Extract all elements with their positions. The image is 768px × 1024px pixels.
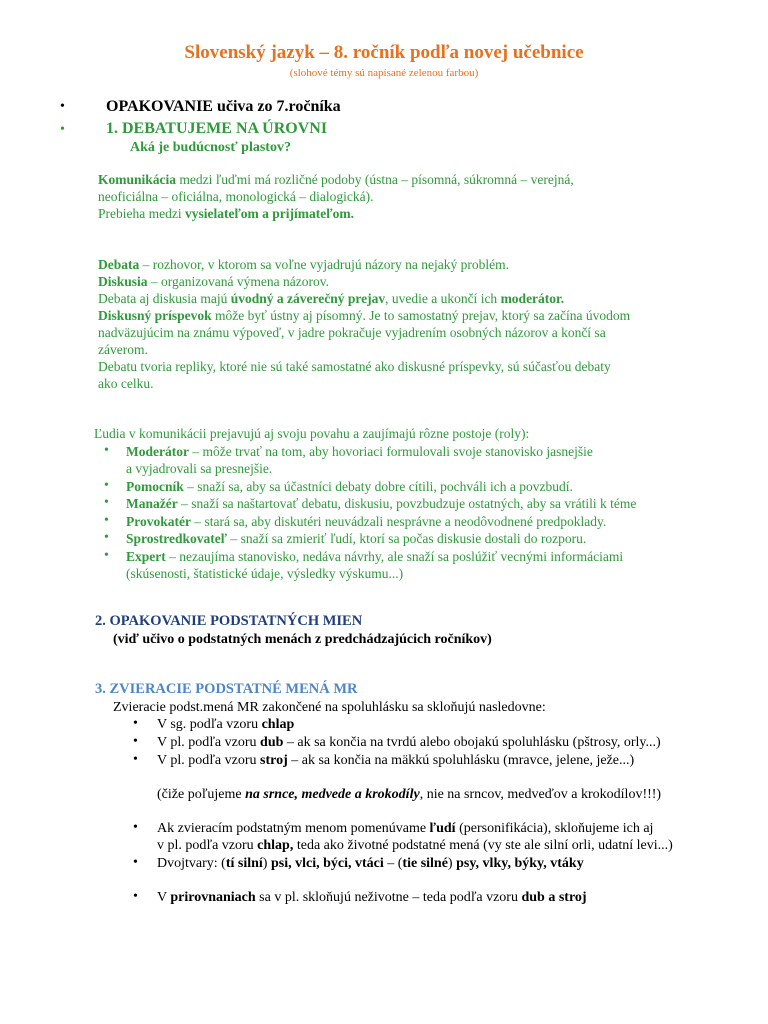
debata-line4 <box>98 307 630 324</box>
item-opakovanie: OPAKOVANIE učiva zo 7.ročníka <box>106 98 341 115</box>
bullet-icon: • <box>133 752 138 767</box>
bullet-icon: • <box>133 820 138 835</box>
text: V sg. podľa vzoru <box>157 717 262 732</box>
bullet-icon: • <box>60 122 65 137</box>
term: psi, vlci, býci, vtáci <box>270 856 384 871</box>
page-title: Slovenský jazyk – 8. ročník podľa novej učebnice <box>184 42 584 63</box>
debata-line7: Debatu tvoria repliky, ktoré nie sú také samostatné ako diskusné príspevky, sú súčasťou debaty <box>98 359 611 374</box>
komunikacia-line2: neoficiálna – oficiálna, monologická – dialogická). <box>98 189 374 204</box>
debata-line2 <box>98 273 329 290</box>
bullet-icon: • <box>60 99 65 114</box>
term: Diskusia <box>98 274 148 289</box>
text: – môže trvať na tom, aby hovoriaci formulovali svoje stanovisko jasnejšie <box>188 444 593 459</box>
vzor-sg-chlap <box>157 716 294 733</box>
role-pomocnik <box>126 478 573 495</box>
bullet-icon: • <box>104 530 109 545</box>
prirovnania <box>157 889 587 906</box>
item-debatujeme-sub: Aká je budúcnosť plastov? <box>130 140 291 155</box>
term: ľudí <box>429 821 456 836</box>
bullet-icon: • <box>104 478 109 493</box>
section3-heading: 3. ZVIERACIE PODSTATNÉ MENÁ MR <box>95 681 358 697</box>
bullet-icon: • <box>104 495 109 510</box>
text: – organizovaná výmena názorov. <box>147 274 329 289</box>
term: chlap, <box>257 838 294 853</box>
debata-line8: ako celku. <box>98 376 154 391</box>
personifikacia-line2 <box>157 837 673 854</box>
text: V pl. podľa vzoru <box>157 735 261 750</box>
term: tie silné <box>402 856 448 871</box>
term: Expert <box>126 549 166 564</box>
debata-line6: záverom. <box>98 342 148 357</box>
term: Diskusný príspevok <box>98 308 212 323</box>
term: stroj <box>260 753 288 768</box>
text: ) <box>262 856 271 871</box>
term: úvodný a záverečný prejav <box>230 291 386 306</box>
debata-line3 <box>98 290 564 307</box>
section2-sub: (viď učivo o podstatných menách z predchádzajúcich ročníkov) <box>113 632 492 647</box>
term: tí silní <box>225 856 263 871</box>
text: – snaží sa naštartovať debatu, diskusiu, povzbudzuje ostatných, aby sa vrátili k téme <box>177 496 637 511</box>
vzor-pl-dub <box>157 734 661 751</box>
text: sa v pl. skloňujú neživotne – teda podľa vzoru <box>255 890 522 905</box>
text: – nezaujíma stanovisko, nedáva návrhy, ale snaží sa poslúžiť vecnými informáciami <box>165 549 624 564</box>
item-debatujeme: 1. DEBATUJEME NA ÚROVNI <box>106 120 328 137</box>
text: Dvojtvary: ( <box>157 856 226 871</box>
text: môže byť ústny aj písomný. Je to samostatný prejav, ktorý sa začína úvodom <box>211 308 631 323</box>
personifikacia-line1 <box>157 820 653 837</box>
term: Komunikácia <box>98 172 177 187</box>
text: Debata aj diskusia majú <box>98 291 231 306</box>
bullet-icon: • <box>104 443 109 458</box>
bullet-icon: • <box>133 734 138 749</box>
term: Debata <box>98 257 140 272</box>
vzor-pl-stroj <box>157 752 634 769</box>
text: V pl. podľa vzoru <box>157 753 261 768</box>
role-provokater <box>126 513 606 530</box>
bullet-icon: • <box>133 716 138 731</box>
bullet-icon: • <box>104 548 109 563</box>
term: prirovnaniach <box>170 890 256 905</box>
text: , nie na srncov, medveďov a krokodílov!!!) <box>419 787 662 802</box>
komunikacia-line3 <box>98 205 354 222</box>
term: dub <box>260 735 284 750</box>
text: – snaží sa, aby sa účastníci debaty dobre cítili, pochváli ich a povzbudí. <box>183 479 573 494</box>
text: – ak sa končia na mäkkú spoluhlásku (mravce, jelene, ježe...) <box>287 753 635 768</box>
bullet-icon: • <box>133 889 138 904</box>
text: teda ako životné podstatné mená (vy ste ale silní orli, udatní levi...) <box>293 838 673 853</box>
text: – rozhovor, v ktorom sa voľne vyjadrujú názory na nejaký problém. <box>139 257 509 272</box>
text: – ak sa končia na tvrdú alebo obojakú spoluhlásku (pštrosy, orly...) <box>283 735 661 750</box>
text: V <box>157 890 171 905</box>
text: ) <box>447 856 457 871</box>
term: Sprostredkovateľ <box>126 531 228 546</box>
term: na srnce, medvede a krokodíly <box>245 787 420 802</box>
term: Pomocník <box>126 479 184 494</box>
text: (čiže poľujeme <box>157 787 246 802</box>
role-sprostredkovatel <box>126 530 586 547</box>
role-manazer <box>126 495 636 512</box>
role-moderator <box>126 443 593 460</box>
term: Manažér <box>126 496 178 511</box>
text: – ( <box>383 856 403 871</box>
text: v pl. podľa vzoru <box>157 838 258 853</box>
text: – snaží sa zmieriť ľudí, ktorí sa počas diskusie dostali do rozporu. <box>227 531 587 546</box>
komunikacia-line1 <box>98 171 574 188</box>
note-polujeme <box>157 786 661 803</box>
bullet-icon: • <box>133 855 138 870</box>
term: Moderátor <box>126 444 189 459</box>
term: dub a stroj <box>521 890 587 905</box>
page-subtitle: (slohové témy sú napísané zelenou farbou) <box>289 67 479 79</box>
text: (personifikácia), skloňujeme ich aj <box>455 821 654 836</box>
debata-line1 <box>98 256 509 273</box>
section2-heading: 2. OPAKOVANIE PODSTATNÝCH MIEN <box>95 613 363 629</box>
roles-intro: Ľudia v komunikácii prejavujú aj svoju povahu a zaujímajú rôzne postoje (roly): <box>94 426 530 441</box>
text: – stará sa, aby diskutéri neuvádzali nesprávne a neodôvodnené predpoklady. <box>190 514 607 529</box>
text: medzi ľuďmi má rozličné podoby (ústna – písomná, súkromná – verejná, <box>176 172 574 187</box>
section3-intro: Zvieracie podst.mená MR zakončené na spoluhlásku sa skloňujú nasledovne: <box>113 700 546 715</box>
term: vysielateľom a prijímateľom. <box>184 206 354 221</box>
term: Provokatér <box>126 514 191 529</box>
term: chlap <box>261 717 295 732</box>
role-expert <box>126 548 623 565</box>
term: moderátor. <box>500 291 565 306</box>
role-moderator-cont: a vyjadrovali sa presnejšie. <box>126 461 273 476</box>
role-expert-cont: (skúsenosti, štatistické údaje, výsledky výskumu...) <box>126 566 404 581</box>
term: psy, vlky, býky, vtáky <box>456 856 584 871</box>
debata-line5: nadväzujúcim na známu výpoveď, v jadre pokračuje vyjadrením osobných názorov a končí sa <box>98 325 606 340</box>
text: , uvedie a ukončí ich <box>385 291 501 306</box>
text: Prebieha medzi <box>98 206 185 221</box>
text: Ak zvieracím podstatným menom pomenúvame <box>157 821 430 836</box>
bullet-icon: • <box>104 513 109 528</box>
dvojtvary <box>157 855 584 872</box>
